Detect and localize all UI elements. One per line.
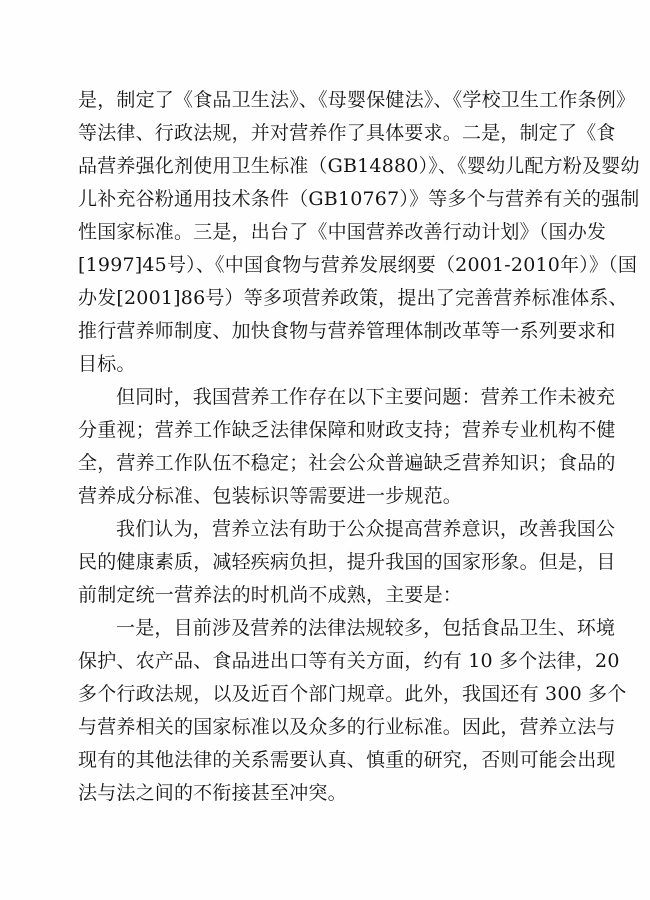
text-line: 一是，目前涉及营养的法律法规较多，包括食品卫生、环境 <box>116 617 616 639</box>
text-line: 办发[2001]86号）等多项营养政策，提出了完善营养标准体系、 <box>78 287 628 309</box>
text-line: 性国家标准。三是，出台了《中国营养改善行动计划》（国办发 <box>78 221 607 243</box>
text-line: 前制定统一营养法的时机尚不成熟，主要是： <box>78 584 463 606</box>
text-line: 民的健康素质，减轻疾病负担，提升我国的国家形象。但是，目 <box>78 551 616 573</box>
body-text <box>78 84 640 810</box>
text-line: 推行营养师制度、加快食物与营养管理体制改革等一系列要求和 <box>78 320 616 342</box>
text-line: 儿补充谷粉通用技术条件（GB10767）》等多个与营养有关的强制 <box>78 188 640 210</box>
paragraph-4 <box>78 612 627 810</box>
text-line: 分重视；营养工作缺乏法律保障和财政支持；营养专业机构不健 <box>78 419 616 441</box>
text-line: 与营养相关的国家标准以及众多的行业标准。因此，营养立法与 <box>78 716 616 738</box>
paragraph-1 <box>78 84 640 381</box>
text-line: 目标。 <box>78 353 136 375</box>
text-line: 是，制定了《食品卫生法》、《母婴保健法》、《学校卫生工作条例》 <box>78 89 636 111</box>
text-line: 营养成分标准、包装标识等需要进一步规范。 <box>78 485 463 507</box>
text-line: 多个行政法规，以及近百个部门规章。此外，我国还有 300 多个 <box>78 683 627 705</box>
text-line: [1997]45号）、《中国食物与营养发展纲要（2001-2010年）》（国 <box>78 254 638 276</box>
text-line: 等法律、行政法规，并对营养作了具体要求。二是，制定了《食 <box>78 122 616 144</box>
text-line: 全，营养工作队伍不稳定；社会公众普遍缺乏营养知识；食品的 <box>78 452 616 474</box>
text-line: 法与法之间的不衔接甚至冲突。 <box>78 782 347 804</box>
paragraph-2 <box>78 381 616 513</box>
text-line: 我们认为，营养立法有助于公众提高营养意识，改善我国公 <box>116 518 616 540</box>
text-line: 保护、农产品、食品进出口等有关方面，约有 10 多个法律，20 <box>78 650 620 672</box>
text-line: 现有的其他法律的关系需要认真、慎重的研究，否则可能会出现 <box>78 749 616 771</box>
text-line: 但同时，我国营养工作存在以下主要问题：营养工作未被充 <box>116 386 616 408</box>
paragraph-3 <box>78 513 616 612</box>
text-line: 品营养强化剂使用卫生标准（GB14880）》、《婴幼儿配方粉及婴幼 <box>78 155 640 177</box>
